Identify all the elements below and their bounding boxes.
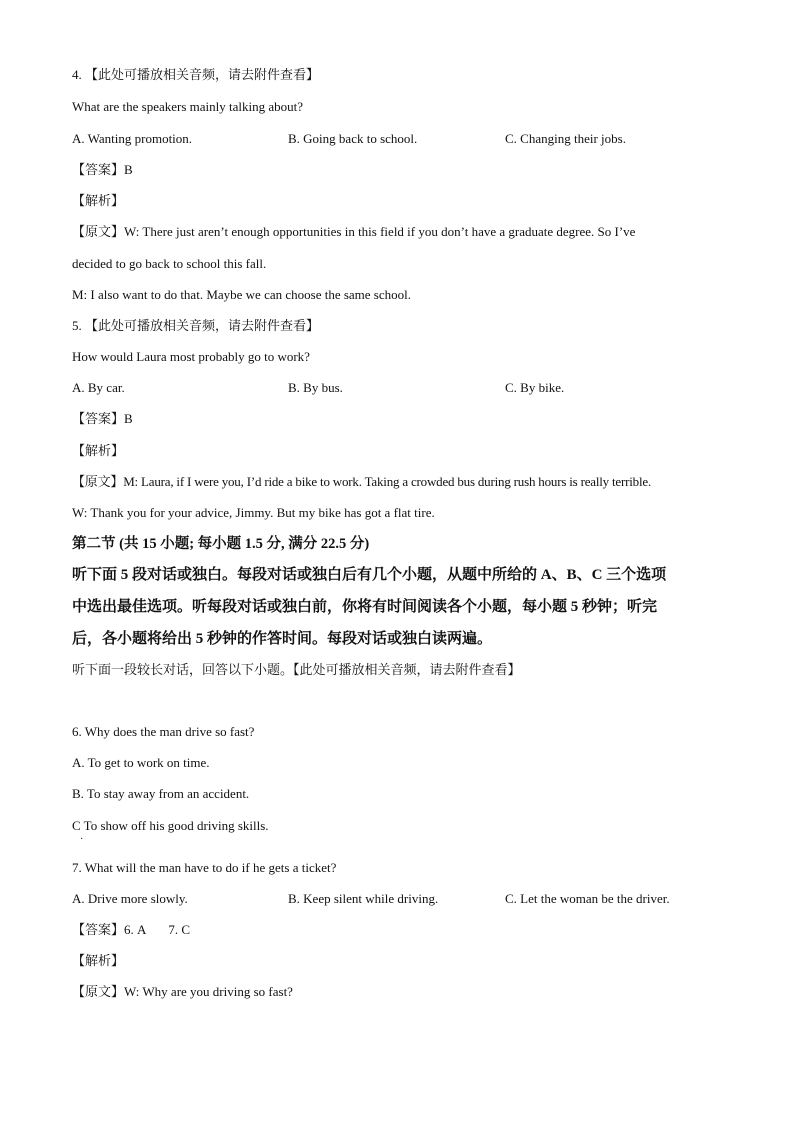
section-title: 第二节 (共 15 小题; 每小题 1.5 分, 满分 22.5 分) [72,536,370,552]
q7-option-c: C. Let the woman be the driver. [505,891,670,906]
section-instructions-line: 中选出最佳选项。听每段对话或独白前，你将有时间阅读各个小题，每小题 5 秒钟；听完 [72,599,658,615]
q4-option-a: A. Wanting promotion. [72,131,193,146]
q5-option-b: B. By bus. [288,380,343,395]
section-prompt: 听下面一段较长对话，回答以下小题。【此处可播放相关音频，请去附件查看】 [72,662,521,677]
q5-answer: 【答案】B [72,411,133,426]
q4-option-b: B. Going back to school. [288,131,418,146]
q4-transcript-line: M: I also want to do that. Maybe we can choose the same school. [72,287,411,302]
q4-question: What are the speakers mainly talking about? [72,99,304,114]
q5-analysis: 【解析】 [72,443,125,458]
q5-transcript-line: 【原文】M: Laura, if I were you, I’d ride a bike to work. Taking a crowded bus during rush hours is really terrible. [72,474,651,489]
q7-option-b: B. Keep silent while driving. [288,891,439,906]
section-instructions-line: 后，各小题将给出 5 秒钟的作答时间。每段对话或独白读两遍。 [72,631,493,647]
q5-question: How would Laura most probably go to work? [72,349,310,364]
q7-analysis: 【解析】 [72,953,125,968]
q7-transcript-line: 【原文】W: Why are you driving so fast? [72,984,293,999]
q6-option-b: B. To stay away from an accident. [72,786,250,801]
q7-question: 7. What will the man have to do if he gets a ticket? [72,860,337,875]
q5-option-a: A. By car. [72,380,125,395]
section-instructions-line: 听下面 5 段对话或独白。每段对话或独白后有几个小题，从题中所给的 A、B、C 三个选项 [72,567,667,583]
q4-analysis: 【解析】 [72,193,125,208]
q4-header: 4. 【此处可播放相关音频，请去附件查看】 [72,67,320,82]
q4-transcript-line: decided to go back to school this fall. [72,256,267,271]
stray-dot-mark: · [80,834,84,845]
q7-answer: 【答案】6. A 7. C [72,922,191,937]
q4-option-c: C. Changing their jobs. [505,131,626,146]
q6-option-c: C To show off his good driving skills. [72,818,269,833]
q6-question: 6. Why does the man drive so fast? [72,724,255,739]
q6-option-a: A. To get to work on time. [72,755,210,770]
q5-header: 5. 【此处可播放相关音频，请去附件查看】 [72,318,320,333]
q4-transcript-line: 【原文】W: There just aren’t enough opportunities in this field if you don’t have a graduate degree. So I’ve [72,224,636,239]
q5-transcript-line: W: Thank you for your advice, Jimmy. But my bike has got a flat tire. [72,505,435,520]
q4-answer: 【答案】B [72,162,133,177]
q5-option-c: C. By bike. [505,380,565,395]
q7-option-a: A. Drive more slowly. [72,891,188,906]
